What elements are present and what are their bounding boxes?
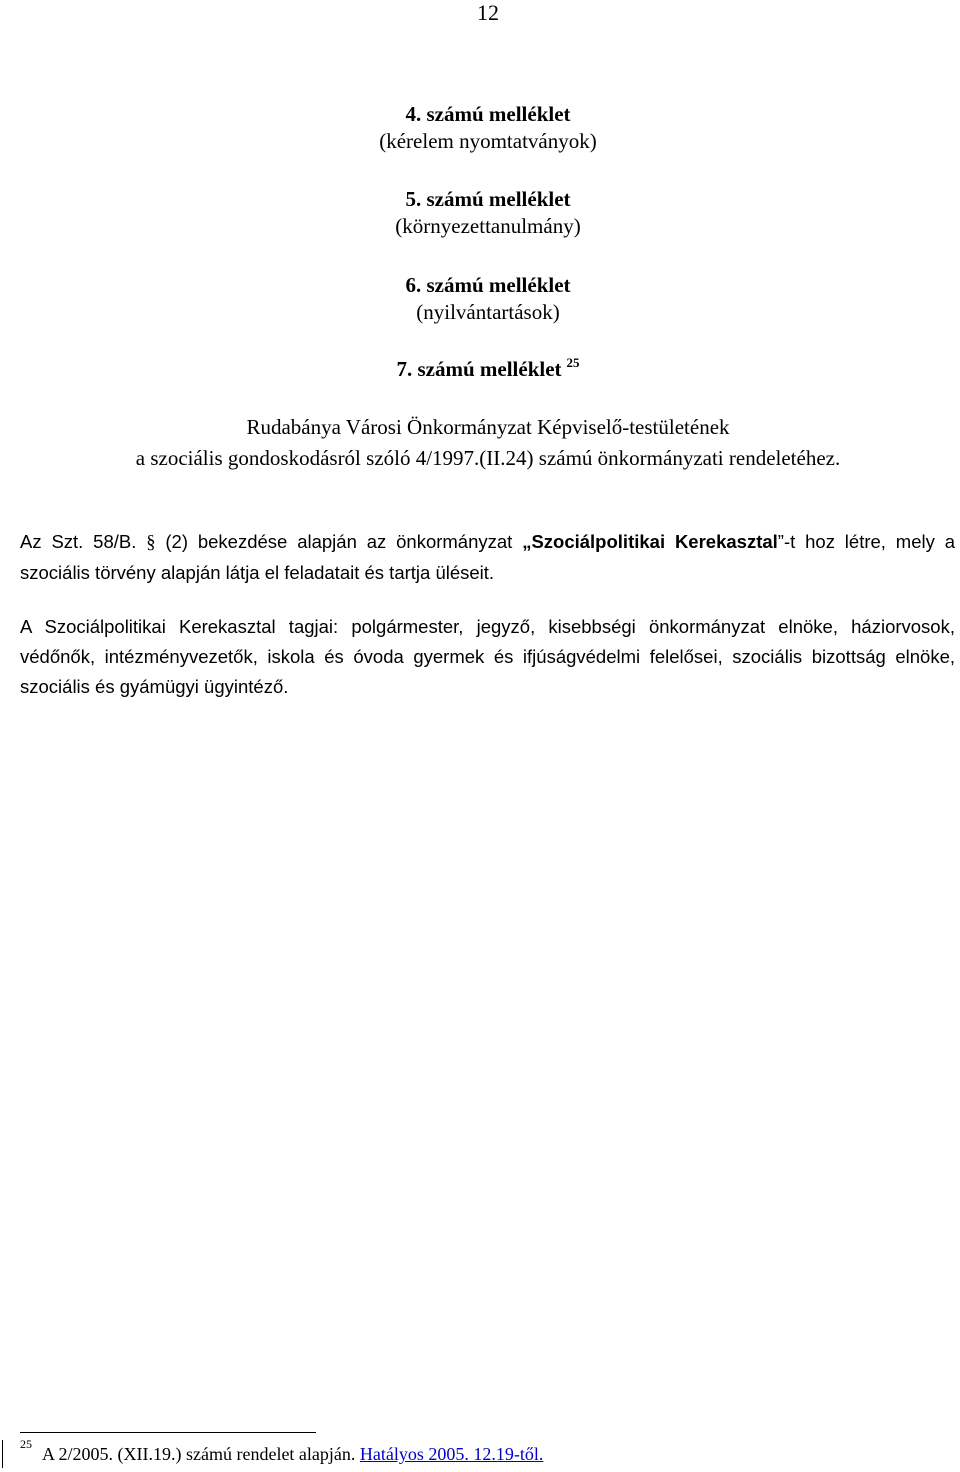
annex-7-title: [0, 357, 960, 382]
paragraph1-part3: ”-t hoz létre, mely a szociális törvény alapján látja el feladatait és tartja üléseit.: [20, 531, 956, 583]
footnote-separator: [20, 1432, 316, 1433]
annex-4-subtitle: (kérelem nyomtatványok): [379, 129, 597, 153]
paragraph-roundtable-members: A Szociálpolitikai Kerekasztal tagjai: polgármester, jegyző, kisebbségi önkormányzat elnöke, háziorvosok, védőnők, intézményvezetők, iskola és óvoda gyermek és ifjúságvédelmi felelősei, szociális bizottság elnöke, szociális és gyámügyi ügyintéző.: [20, 616, 955, 697]
paragraph-roundtable-creation: [20, 527, 955, 588]
change-bar: [2, 1440, 3, 1468]
annex-6-title: 6. számú melléklet: [405, 273, 571, 297]
annex-7-title-text: 7. számú melléklet: [396, 357, 562, 381]
footnote-reference[interactable]: 25: [566, 355, 580, 370]
annex-5-title: 5. számú melléklet: [405, 187, 571, 211]
annex-4-title: 4. számú melléklet: [405, 102, 571, 126]
annex-6: [0, 272, 960, 326]
annex-5: [0, 186, 960, 240]
annex-7-subtitle-2: a szociális gondoskodásról szóló 4/1997.(II.24) számú önkormányzati rendeletéhez.: [135, 446, 841, 470]
paragraph1-part2: (2) bekezdése alapján az önkormányzat: [155, 531, 523, 552]
section-sign: §: [146, 533, 156, 553]
footnote-number: 25: [20, 1437, 32, 1451]
annex-4: [0, 101, 960, 155]
annex-7-subtitle-1: Rudabánya Városi Önkormányzat Képviselő-testületének: [246, 415, 730, 439]
page-number: 12: [477, 0, 499, 25]
paragraph1-bold: „Szociálpolitikai Kerekasztal: [522, 531, 778, 552]
footnote: [20, 1437, 544, 1468]
annex-5-subtitle: (környezettanulmány): [395, 214, 581, 238]
paragraph1-part1: Az Szt. 58/B.: [20, 531, 137, 552]
footnote-text: A 2/2005. (XII.19.) számú rendelet alapján.: [42, 1444, 356, 1464]
annex-6-subtitle: (nyilvántartások): [416, 300, 560, 324]
footnote-link[interactable]: Hatályos 2005. 12.19-től.: [359, 1444, 544, 1464]
